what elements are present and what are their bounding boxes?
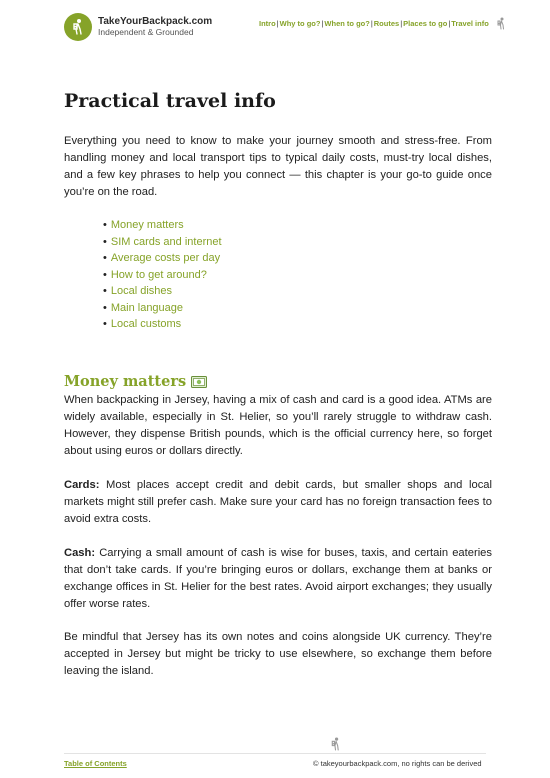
site-logo[interactable] [64,13,212,41]
cash-paragraph [64,545,492,613]
nav-separator: | [321,19,324,28]
toc-link-main-language[interactable]: Main language [110,301,184,314]
hiker-logo-icon [69,18,87,36]
list-item [103,217,222,234]
nav-travel-info[interactable]: Travel info [451,19,489,28]
list-item [103,250,222,267]
nav-why-to-go[interactable]: Why to go? [279,19,321,28]
cards-text: Most places accept credit and debit cards, but smaller shops and local markets might still prefer cash. Make sure your card has no foreign transaction fees to avoid extra costs. [64,479,492,525]
copyright-notice: © takeyourbackpack.com, no rights can be derived [313,759,482,768]
toc-link-money-matters[interactable]: Money matters [110,219,184,231]
list-item [103,267,222,284]
cash-label: Cash: [64,547,96,559]
list-item [103,283,222,300]
section-title: Money matters [64,373,187,390]
toc-link-getting-around[interactable]: How to get around? [110,268,207,281]
toc-link-local-customs[interactable]: Local customs [110,318,182,330]
list-item [103,234,222,251]
hiker-icon [330,737,341,751]
cards-paragraph [64,477,492,528]
section-heading-money-matters [64,373,207,390]
nav-separator: | [370,19,373,28]
nav-separator: | [448,19,451,28]
list-item [103,316,222,333]
table-of-contents-link[interactable]: Table of Contents [64,759,127,768]
nav-when-to-go[interactable]: When to go? [324,19,370,28]
top-navigation [259,19,489,28]
list-item [103,300,222,317]
nav-routes[interactable]: Routes [373,19,400,28]
nav-separator: | [276,19,279,28]
nav-intro[interactable]: Intro [259,19,276,28]
logo-badge [64,13,92,41]
footer-divider [64,753,486,754]
nav-places-to-go[interactable]: Places to go [403,19,448,28]
local-currency-paragraph: Be mindful that Jersey has its own notes and coins alongside UK currency. They’re accepted in Jersey but might be tricky to use elsewhere, so exchange them before leaving the island. [64,631,492,677]
money-intro-paragraph: When backpacking in Jersey, having a mix of cash and card is a good idea. ATMs are widely available, especially in St. Helier, so you’ll rarely struggle to withdraw cash. However, they dispense British pounds, which is the official currency here, so forget about using euros or dollars directly. [64,394,492,457]
nav-separator: | [400,19,403,28]
brand-name: TakeYourBackpack.com [98,16,213,28]
cash-text: Carrying a small amount of cash is wise for buses, taxis, and certain eateries that don’t take cards. If you’re bringing euros or dollars, exchange them at banks or exchange offices in St. Helier for the best rates. Avoid airport exchanges; they usually offer worse rates. [64,547,492,610]
toc-link-average-costs[interactable]: Average costs per day [110,252,221,264]
hiker-icon [496,17,506,30]
toc-link-local-dishes[interactable]: Local dishes [110,285,173,297]
toc-link-sim-cards[interactable]: SIM cards and internet [110,235,222,248]
cards-label: Cards: [64,479,100,491]
brand-tagline: Independent & Grounded [98,26,194,37]
intro-paragraph: Everything you need to know to make your journey smooth and stress-free. From handling money and local transport tips to typical daily costs, must-try local dishes, and a few key phrases to help you connect — this chapter is your go-to guide once you’re on the road. [64,135,492,198]
money-icon [191,376,207,388]
page-title: Practical travel info [64,90,276,112]
chapter-contents-list [103,217,222,333]
